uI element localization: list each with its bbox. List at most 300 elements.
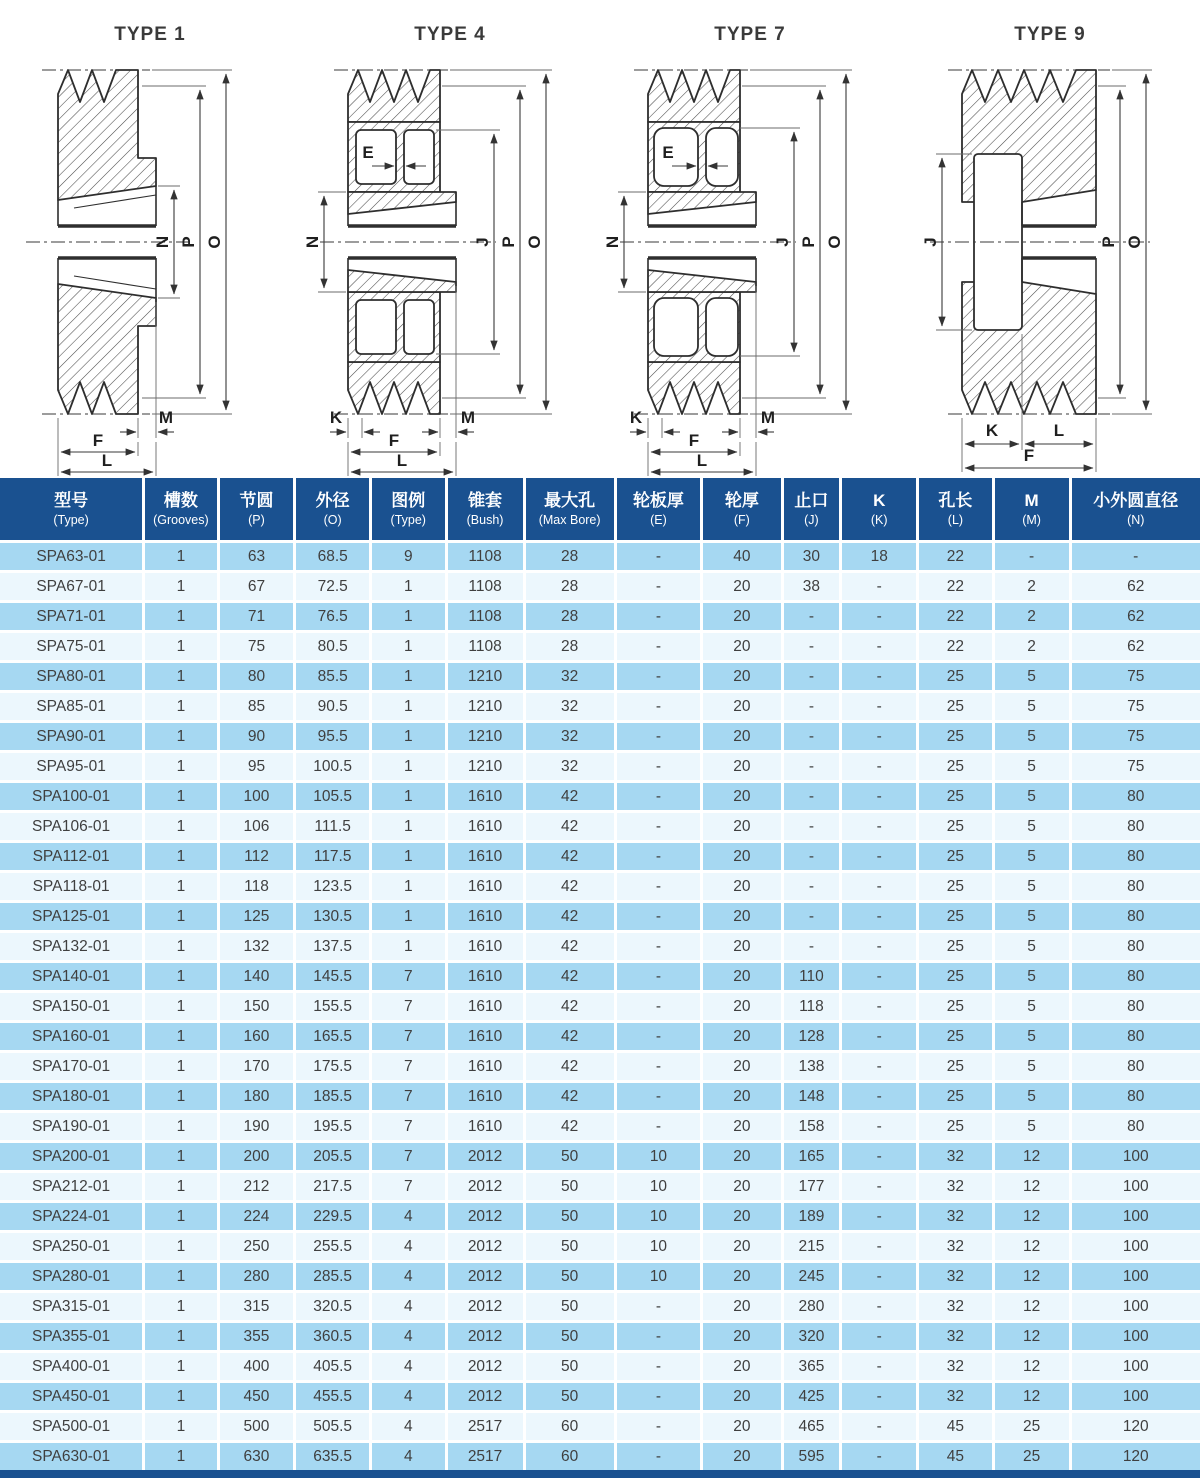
cell: 1: [145, 1230, 219, 1260]
cell: 5: [995, 870, 1072, 900]
table-row: [0, 720, 1200, 750]
cell: -: [784, 810, 843, 840]
cell: 155.5: [296, 990, 372, 1020]
cell: 1: [145, 990, 219, 1020]
cell: 2: [995, 600, 1072, 630]
table-row: [0, 1410, 1200, 1440]
cell: -: [617, 990, 703, 1020]
cell: 32: [919, 1230, 995, 1260]
cell: 20: [703, 1230, 783, 1260]
cell: 120: [1072, 1440, 1200, 1470]
dim-label-l: L: [396, 451, 408, 470]
cell: 1610: [448, 1080, 526, 1110]
cell: -: [617, 840, 703, 870]
cell-model: SPA80-01: [0, 660, 145, 690]
diagram-title: TYPE 4: [414, 24, 486, 45]
cell: -: [995, 540, 1072, 570]
table-row: [0, 930, 1200, 960]
cell: 12: [995, 1200, 1072, 1230]
cell: 42: [526, 870, 617, 900]
table-row: [0, 780, 1200, 810]
cell: 1: [145, 930, 219, 960]
cell: 90.5: [296, 690, 372, 720]
cell: -: [842, 570, 919, 600]
cell: 125: [220, 900, 297, 930]
column-header-8: 轮厚 (F): [703, 478, 783, 540]
cell: 62: [1072, 630, 1200, 660]
dim-label-f: F: [388, 431, 400, 450]
table-row: [0, 1260, 1200, 1290]
cell: 1: [145, 600, 219, 630]
cell: -: [842, 1440, 919, 1470]
cell-model: SPA160-01: [0, 1020, 145, 1050]
cell: 75: [1072, 660, 1200, 690]
cell: 1: [145, 1350, 219, 1380]
type9-pulley-drawing: [900, 42, 1200, 478]
column-header-0: 型号 (Type): [0, 478, 145, 540]
cell: 217.5: [296, 1170, 372, 1200]
spec-table: [0, 478, 1200, 1470]
column-header-5: 锥套 (Bush): [448, 478, 526, 540]
cell: 67: [220, 570, 297, 600]
cell: 280: [784, 1290, 843, 1320]
cell: 20: [703, 810, 783, 840]
cell: 1210: [448, 750, 526, 780]
cell: 32: [919, 1170, 995, 1200]
cell: 1: [145, 1140, 219, 1170]
cell: 10: [617, 1140, 703, 1170]
cell: 7: [372, 1110, 448, 1140]
cell: -: [784, 900, 843, 930]
cell: 42: [526, 930, 617, 960]
cell: 2012: [448, 1350, 526, 1380]
cell: 12: [995, 1170, 1072, 1200]
cell: 189: [784, 1200, 843, 1230]
cell: -: [842, 1380, 919, 1410]
table-row: [0, 540, 1200, 570]
column-header-13: 小外圆直径 (N): [1072, 478, 1200, 540]
diagram-type-4: [300, 0, 600, 478]
cell: 20: [703, 630, 783, 660]
cell-model: SPA150-01: [0, 990, 145, 1020]
cell: 7: [372, 1170, 448, 1200]
cell: 1610: [448, 1050, 526, 1080]
table-row: [0, 570, 1200, 600]
cell: 5: [995, 660, 1072, 690]
cell: -: [842, 720, 919, 750]
cell: 5: [995, 780, 1072, 810]
dim-label-k: K: [329, 408, 343, 427]
cell: 80: [1072, 960, 1200, 990]
cell: 20: [703, 660, 783, 690]
cell: 212: [220, 1170, 297, 1200]
table-bottom-bar: [0, 1470, 1200, 1478]
cell: -: [842, 810, 919, 840]
cell: 1108: [448, 600, 526, 630]
table-row: [0, 1200, 1200, 1230]
cell: 25: [919, 690, 995, 720]
cell: 4: [372, 1350, 448, 1380]
cell: 80: [1072, 870, 1200, 900]
cell: 25: [919, 810, 995, 840]
cell: 5: [995, 1110, 1072, 1140]
cell-model: SPA63-01: [0, 540, 145, 570]
table-row: [0, 1170, 1200, 1200]
cell: 32: [526, 720, 617, 750]
table-row: [0, 660, 1200, 690]
cell: 635.5: [296, 1440, 372, 1470]
cell: 1: [372, 630, 448, 660]
type7-pulley-drawing: [600, 42, 900, 478]
spec-table-head: [0, 478, 1200, 540]
dim-label-e: E: [362, 143, 374, 162]
table-row: [0, 870, 1200, 900]
table-row: [0, 960, 1200, 990]
cell-model: SPA315-01: [0, 1290, 145, 1320]
cell: 5: [995, 690, 1072, 720]
cell: 1610: [448, 900, 526, 930]
cell: 1: [145, 1290, 219, 1320]
cell: 72.5: [296, 570, 372, 600]
cell: 22: [919, 570, 995, 600]
cell: 10: [617, 1170, 703, 1200]
cell: 5: [995, 1080, 1072, 1110]
cell: 32: [919, 1290, 995, 1320]
cell: 1210: [448, 660, 526, 690]
cell: 185.5: [296, 1080, 372, 1110]
cell: 60: [526, 1440, 617, 1470]
cell: 200: [220, 1140, 297, 1170]
cell: 20: [703, 1290, 783, 1320]
cell: 25: [919, 720, 995, 750]
cell-model: SPA170-01: [0, 1050, 145, 1080]
cell: 405.5: [296, 1350, 372, 1380]
cell: -: [842, 780, 919, 810]
cell: 7: [372, 1080, 448, 1110]
table-row: [0, 990, 1200, 1020]
cell: 30: [784, 540, 843, 570]
cell: -: [842, 600, 919, 630]
cell: 40: [703, 540, 783, 570]
cell-model: SPA90-01: [0, 720, 145, 750]
cell: 12: [995, 1260, 1072, 1290]
cell: 42: [526, 810, 617, 840]
cell-model: SPA95-01: [0, 750, 145, 780]
cell: 595: [784, 1440, 843, 1470]
cell: 5: [995, 1050, 1072, 1080]
cell: 85.5: [296, 660, 372, 690]
cell: 10: [617, 1230, 703, 1260]
cell: 20: [703, 1380, 783, 1410]
cell-model: SPA140-01: [0, 960, 145, 990]
dim-label-m: M: [460, 408, 476, 427]
cell: 12: [995, 1350, 1072, 1380]
column-header-11: 孔长 (L): [919, 478, 995, 540]
cell: 4: [372, 1440, 448, 1470]
cell: 140: [220, 960, 297, 990]
diagram-type-9: [900, 0, 1200, 478]
cell: -: [842, 630, 919, 660]
dim-label-j: J: [773, 237, 792, 247]
cell: 1: [145, 810, 219, 840]
dim-label-j: J: [921, 237, 940, 247]
cell: -: [784, 660, 843, 690]
cell: -: [617, 870, 703, 900]
cell: 170: [220, 1050, 297, 1080]
cell: 85: [220, 690, 297, 720]
cell: 80: [1072, 990, 1200, 1020]
cell: 42: [526, 1050, 617, 1080]
cell: -: [617, 810, 703, 840]
cell: 25: [919, 1020, 995, 1050]
cell: 128: [784, 1020, 843, 1050]
cell: -: [784, 600, 843, 630]
cell: -: [842, 900, 919, 930]
cell-model: SPA630-01: [0, 1440, 145, 1470]
cell: 1: [145, 750, 219, 780]
cell: 1: [372, 600, 448, 630]
cell: 1: [372, 750, 448, 780]
dim-label-o: O: [825, 235, 844, 249]
cell: 425: [784, 1380, 843, 1410]
cell: 215: [784, 1230, 843, 1260]
column-header-9: 止口 (J): [784, 478, 843, 540]
cell: 20: [703, 1200, 783, 1230]
type4-pulley-drawing: [300, 42, 600, 478]
cell: 150: [220, 990, 297, 1020]
dim-label-n: N: [303, 235, 322, 249]
cell: -: [842, 1350, 919, 1380]
cell: 355: [220, 1320, 297, 1350]
cell: 5: [995, 750, 1072, 780]
cell: 7: [372, 1050, 448, 1080]
cell: 50: [526, 1140, 617, 1170]
cell: 80: [1072, 840, 1200, 870]
dim-label-l: L: [1053, 421, 1065, 440]
cell: 110: [784, 960, 843, 990]
cell: 25: [919, 930, 995, 960]
cell: -: [617, 1080, 703, 1110]
cell: 5: [995, 960, 1072, 990]
table-row: [0, 1290, 1200, 1320]
cell: 165.5: [296, 1020, 372, 1050]
cell: 1610: [448, 990, 526, 1020]
cell: 28: [526, 630, 617, 660]
cell: 7: [372, 990, 448, 1020]
cell: -: [842, 1320, 919, 1350]
cell: 42: [526, 780, 617, 810]
cell: 50: [526, 1350, 617, 1380]
cell: 20: [703, 930, 783, 960]
cell: 20: [703, 900, 783, 930]
cell: 132: [220, 930, 297, 960]
cell: 100: [1072, 1290, 1200, 1320]
cell: 120: [1072, 1410, 1200, 1440]
cell: -: [842, 960, 919, 990]
cell: 1: [372, 930, 448, 960]
cell: 80: [1072, 1110, 1200, 1140]
cell: 25: [919, 840, 995, 870]
cell: 45: [919, 1440, 995, 1470]
cell: 42: [526, 900, 617, 930]
cell: 12: [995, 1380, 1072, 1410]
cell: 80.5: [296, 630, 372, 660]
cell: 32: [919, 1260, 995, 1290]
cell: -: [842, 870, 919, 900]
dim-label-n: N: [153, 235, 172, 249]
cell: 20: [703, 1320, 783, 1350]
cell: 22: [919, 540, 995, 570]
cell: 90: [220, 720, 297, 750]
header-row: [0, 478, 1200, 540]
column-header-10: K (K): [842, 478, 919, 540]
cell: 2: [995, 570, 1072, 600]
cell: 205.5: [296, 1140, 372, 1170]
cell-model: SPA250-01: [0, 1230, 145, 1260]
cell: 50: [526, 1380, 617, 1410]
cell: 2012: [448, 1230, 526, 1260]
dim-label-p: P: [179, 236, 198, 248]
cell: 1610: [448, 840, 526, 870]
cell: 75: [1072, 690, 1200, 720]
cell-model: SPA118-01: [0, 870, 145, 900]
cell-model: SPA75-01: [0, 630, 145, 660]
cell: 1: [145, 1110, 219, 1140]
cell: 22: [919, 630, 995, 660]
cell: 1: [145, 720, 219, 750]
cell: 165: [784, 1140, 843, 1170]
column-header-4: 图例 (Type): [372, 478, 448, 540]
cell: -: [784, 720, 843, 750]
cell-model: SPA112-01: [0, 840, 145, 870]
cell: 1: [145, 1200, 219, 1230]
cell: 45: [919, 1410, 995, 1440]
cell: 1: [145, 690, 219, 720]
cell: 50: [526, 1320, 617, 1350]
cell: 1210: [448, 690, 526, 720]
cell: 255.5: [296, 1230, 372, 1260]
cell: -: [617, 960, 703, 990]
cell: 25: [919, 780, 995, 810]
cell: 1: [145, 960, 219, 990]
cell: 1: [145, 570, 219, 600]
cell: 25: [919, 660, 995, 690]
cell: 175.5: [296, 1050, 372, 1080]
cell-model: SPA400-01: [0, 1350, 145, 1380]
dim-label-p: P: [799, 236, 818, 248]
cell: -: [617, 690, 703, 720]
cell: 1: [372, 570, 448, 600]
cell: -: [617, 1440, 703, 1470]
diagram-type-1: [0, 0, 300, 478]
cell: 465: [784, 1410, 843, 1440]
dim-label-m: M: [760, 408, 776, 427]
cell: 20: [703, 1350, 783, 1380]
cell: 505.5: [296, 1410, 372, 1440]
cell: 68.5: [296, 540, 372, 570]
cell: 75: [220, 630, 297, 660]
cell: -: [784, 840, 843, 870]
cell: -: [617, 630, 703, 660]
cell: 42: [526, 840, 617, 870]
cell: 100: [1072, 1230, 1200, 1260]
cell: 130.5: [296, 900, 372, 930]
cell: 25: [919, 750, 995, 780]
cell: 25: [919, 870, 995, 900]
cell: 71: [220, 600, 297, 630]
cell: 20: [703, 1410, 783, 1440]
cell: 25: [919, 900, 995, 930]
cell: 1108: [448, 540, 526, 570]
dim-label-o: O: [525, 235, 544, 249]
cell: 100: [1072, 1260, 1200, 1290]
cell: -: [617, 1290, 703, 1320]
cell: 32: [919, 1380, 995, 1410]
cell: 1: [372, 720, 448, 750]
table-row: [0, 1440, 1200, 1470]
cell: 20: [703, 870, 783, 900]
cell: 1610: [448, 930, 526, 960]
cell: 80: [220, 660, 297, 690]
cell: 12: [995, 1230, 1072, 1260]
cell: -: [617, 1050, 703, 1080]
cell-model: SPA450-01: [0, 1380, 145, 1410]
table-row: [0, 840, 1200, 870]
cell: -: [842, 990, 919, 1020]
dim-label-p: P: [1099, 236, 1118, 248]
cell: 320.5: [296, 1290, 372, 1320]
cell: 50: [526, 1260, 617, 1290]
cell: -: [842, 1050, 919, 1080]
cell: 285.5: [296, 1260, 372, 1290]
dim-label-m: M: [158, 408, 174, 427]
cell: 1: [145, 1320, 219, 1350]
cell: 80: [1072, 1080, 1200, 1110]
cell: 76.5: [296, 600, 372, 630]
cell: 365: [784, 1350, 843, 1380]
cell: 42: [526, 990, 617, 1020]
cell: 1: [145, 1260, 219, 1290]
cell: 20: [703, 1260, 783, 1290]
cell: 1: [145, 1020, 219, 1050]
cell: 2517: [448, 1410, 526, 1440]
cell: 1: [145, 900, 219, 930]
cell-model: SPA280-01: [0, 1260, 145, 1290]
cell: -: [617, 780, 703, 810]
diagrams-section: [0, 0, 1200, 478]
table-row: [0, 1350, 1200, 1380]
cell-model: SPA212-01: [0, 1170, 145, 1200]
cell: 20: [703, 960, 783, 990]
cell: 20: [703, 1080, 783, 1110]
cell: -: [617, 540, 703, 570]
cell: 20: [703, 720, 783, 750]
cell: -: [842, 1170, 919, 1200]
cell: 630: [220, 1440, 297, 1470]
dim-label-e: E: [662, 143, 674, 162]
cell-model: SPA106-01: [0, 810, 145, 840]
cell: 38: [784, 570, 843, 600]
cell: 5: [995, 810, 1072, 840]
diagram-title: TYPE 9: [1014, 24, 1086, 45]
cell: -: [617, 720, 703, 750]
cell: 20: [703, 840, 783, 870]
cell-model: SPA355-01: [0, 1320, 145, 1350]
cell: -: [842, 1020, 919, 1050]
cell: 4: [372, 1410, 448, 1440]
cell: 42: [526, 1110, 617, 1140]
cell: 28: [526, 600, 617, 630]
